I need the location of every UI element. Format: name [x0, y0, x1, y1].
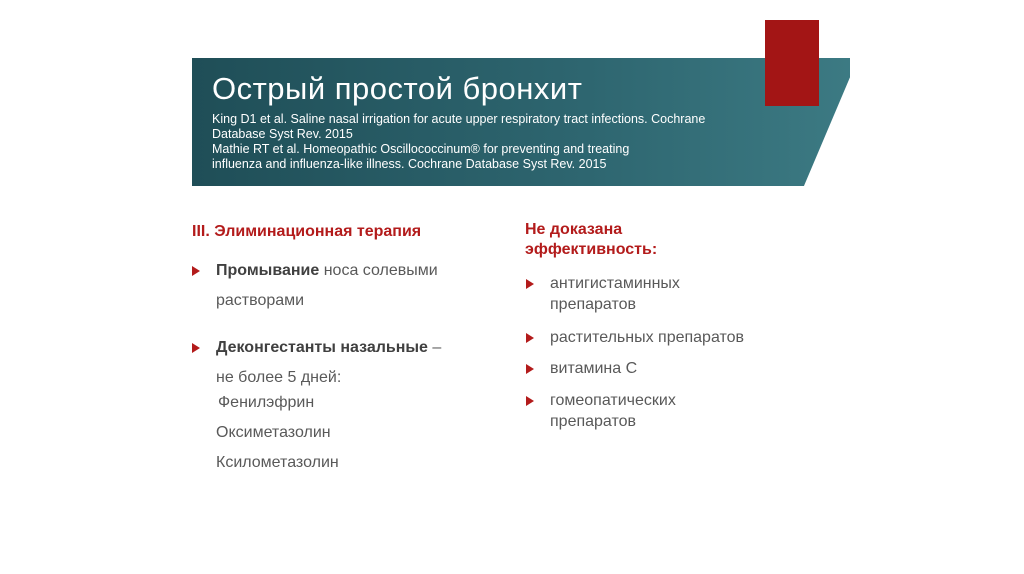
item-text: растительных препаратов	[550, 329, 745, 346]
reference-line: Database Syst Rev. 2015	[212, 127, 353, 141]
item-text-line2: растворами	[216, 292, 305, 309]
list-item	[524, 327, 744, 348]
left-list-2	[190, 333, 510, 393]
item-bold: Деконгестанты назальные	[216, 339, 428, 356]
right-heading	[525, 220, 657, 260]
item-text-line2: препаратов	[550, 413, 637, 430]
reference-line: King D1 et al. Saline nasal irrigation for acute upper respiratory tract infections. Cochrane	[212, 112, 706, 126]
list-item	[190, 256, 510, 316]
list-item	[524, 273, 680, 315]
left-heading: III. Элиминационная терапия	[192, 223, 422, 240]
list-item	[524, 390, 676, 432]
list-item	[190, 333, 510, 393]
right-heading-line: Не доказана	[525, 221, 623, 238]
bullet-arrow-icon	[192, 266, 200, 276]
reference-line: influenza and influenza-like illness. Cochrane Database Syst Rev. 2015	[212, 157, 607, 171]
drug-name: Фенилэфрин	[218, 394, 315, 411]
right-heading-line: эффективность:	[525, 241, 658, 258]
accent-block	[765, 20, 819, 106]
bullet-arrow-icon	[192, 343, 200, 353]
bullet-arrow-icon	[526, 279, 534, 289]
item-text: витамина С	[550, 360, 638, 377]
slide-title: Острый простой бронхит	[212, 71, 583, 106]
item-text: антигистаминных	[550, 275, 680, 292]
item-text: гомеопатических	[550, 392, 676, 409]
bullet-arrow-icon	[526, 364, 534, 374]
item-text-line2: не более 5 дней:	[216, 369, 342, 386]
drug-name: Ксилометазолин	[216, 454, 339, 471]
item-text: носа солевыми	[319, 262, 438, 279]
bullet-arrow-icon	[526, 396, 534, 406]
bullet-arrow-icon	[526, 333, 534, 343]
drug-name: Оксиметазолин	[216, 424, 331, 441]
left-list	[190, 256, 510, 316]
item-text-line2: препаратов	[550, 296, 637, 313]
item-bold: Промывание	[216, 262, 320, 279]
item-text: –	[427, 339, 442, 356]
reference-line: Mathie RT et al. Homeopathic Oscillococcinum® for preventing and treating	[212, 142, 630, 156]
list-item	[524, 358, 637, 379]
references	[212, 112, 772, 172]
